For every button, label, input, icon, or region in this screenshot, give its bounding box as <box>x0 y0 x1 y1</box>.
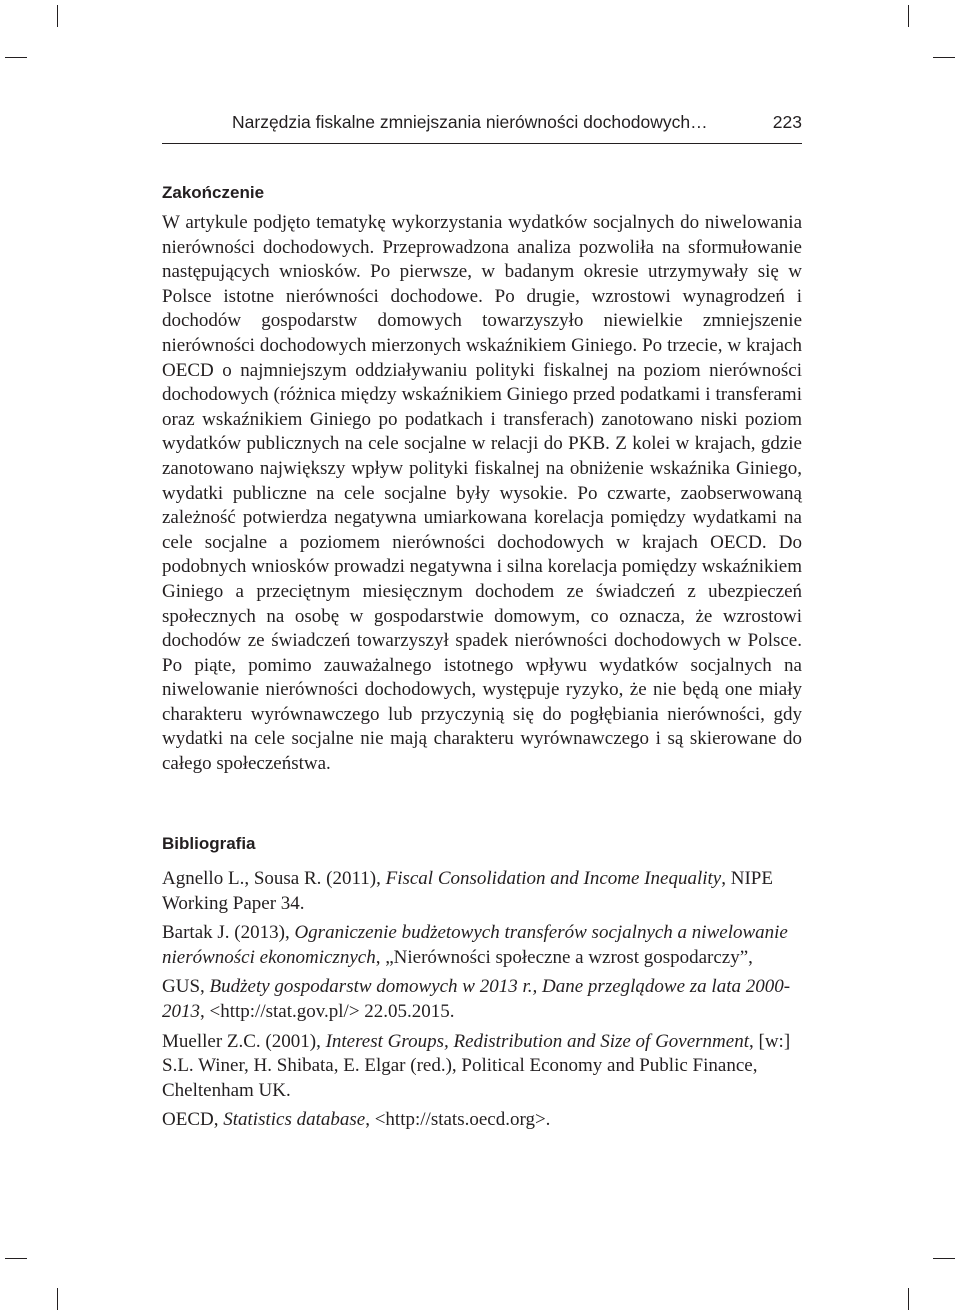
bibliography-list <box>162 867 802 1138</box>
crop-mark <box>933 1258 955 1259</box>
running-header <box>162 106 802 144</box>
bibliography-entry: Agnello L., Sousa R. (2011), Fiscal Consolidation and Income Inequality, NIPE Working Paper 34. <box>162 868 773 914</box>
crop-mark <box>5 1258 27 1259</box>
entry-title: Interest Groups, Redistribution and Size of Government <box>325 1030 749 1052</box>
section-heading-bibliography: Bibliografia <box>162 834 256 853</box>
crop-mark <box>5 57 27 58</box>
crop-mark <box>57 1288 58 1310</box>
bibliography-entry: OECD, Statistics database, <http://stats.oecd.org>. <box>162 1109 551 1131</box>
entry-title: Fiscal Consolidation and Income Inequality <box>385 868 722 889</box>
crop-mark <box>908 5 909 27</box>
conclusion-paragraph: W artykule podjęto tematykę wykorzystania wydatków socjalnych do niwelowania nierówności dochodowych. Przeprowadzona analiza pozwoliła na sformułowanie następujących wniosków. Po pierwsze, w badanym okresie utrzymywały się w Polsce istotne nierówności dochodowe. Po drugie, wzrostowi wynagrodzeń i dochodów gospodarstw domowych towarzyszyło niewielkie zmniejszenie nierówności dochodowych mierzonych wskaźnikiem Giniego. Po trzecie, w krajach OECD o najmniejszym oddziaływaniu polityki fiskalnej na poziom nierówności dochodowych (różnica między wskaźnikiem Giniego przed podatkami i transferami oraz wskaźnikiem Giniego po podatkach i transferach) zanotowano niski poziom wydatków publicznych na cele socjalne w relacji do PKB. Z kolei w krajach, gdzie zanotowano największy wpływ polityki fiskalnej na obniżenie wskaźnika Giniego, wydatki publiczne na cele socjalne były wysokie. Po czwarte, zaobserwowaną zależność potwierdza negatywna umiarkowana korelacja pomiędzy wydatkami na cele socjalne a poziomem nierówności dochodowych w krajach OECD. Do podobnych wniosków prowadzi negatywna i silna korelacja pomiędzy wskaźnikiem Giniego a przeciętnym miesięcznym dochodem ze świadczeń z ubezpieczeń społecznych na osobę w gospodarstwie domowym, co oznacza, że wzrostowi dochodów ze świadczeń towarzyszył spadek nierówności dochodowych w Polsce. Po piąte, pomimo zauważalnego istotnego wpływu wydatków socjalnych na niwelowanie nierówności dochodowych, występuje ryzyko, że nie będą one miały charakteru wyrównawczego lub przyczynią się do pogłębiania nierówności, gdy wydatki na cele socjalne nie mają charakteru wyrównawczego i są skierowane do całego społeczeństwa. <box>162 212 802 775</box>
entry-title: Budżety gospodarstw domowych w 2013 r., Dane przeglądowe za lata 2000-2013 <box>162 976 791 1022</box>
entry-title: Statistics database <box>223 1109 366 1131</box>
page-number: 223 <box>772 112 802 132</box>
section-heading-conclusion: Zakończenie <box>162 183 265 202</box>
bibliography-entry: GUS, Budżety gospodarstw domowych w 2013 r., Dane przeglądowe za lata 2000-2013, <http://stat.gov.pl/> 22.05.2015. <box>162 976 791 1022</box>
crop-mark <box>57 5 58 27</box>
running-title: Narzędzia fiskalne zmniejszania nierówności dochodowych… <box>232 112 708 132</box>
crop-mark <box>933 57 955 58</box>
bibliography-entry: Bartak J. (2013), Ograniczenie budżetowych transferów socjalnych a niwelowanie nierówności ekonomicznych, „Nierówności społeczne a wzrost gospodarczy”, <box>162 922 788 968</box>
bibliography-entry: Mueller Z.C. (2001), Interest Groups, Redistribution and Size of Government, [w:] S.L. Winer, H. Shibata, E. Elgar (red.), Political Economy and Public Finance, Cheltenham UK. <box>162 1030 791 1101</box>
crop-mark <box>908 1288 909 1310</box>
entry-title: Ograniczenie budżetowych transferów socjalnych a niwelowanie nierówności ekonomicznych <box>162 922 788 968</box>
